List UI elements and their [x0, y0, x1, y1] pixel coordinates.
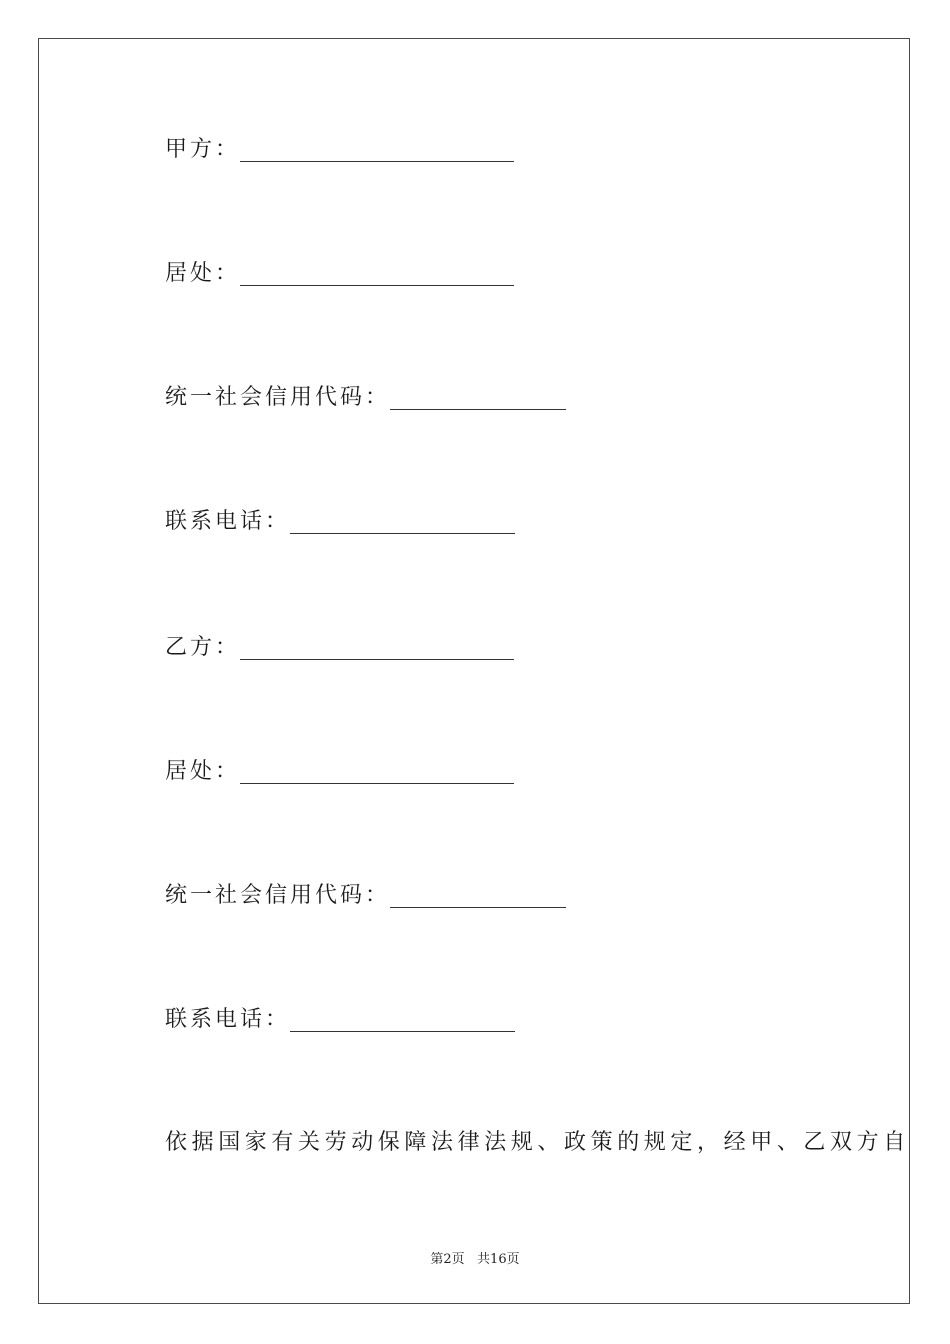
party-a-address-row	[165, 258, 514, 288]
party-b-name-label: 乙方：	[165, 635, 241, 660]
party-a-address-input[interactable]	[240, 265, 514, 286]
party-a-phone-row	[165, 506, 515, 536]
party-a-name-row	[165, 134, 514, 164]
party-b-address-label: 居处：	[165, 759, 241, 784]
party-a-name-label: 甲方：	[165, 137, 241, 162]
party-b-credit-code-label: 统一社会信用代码：	[165, 883, 391, 908]
party-a-phone-label: 联系电话：	[165, 509, 291, 534]
party-b-address-row	[165, 756, 514, 786]
party-b-phone-label: 联系电话：	[165, 1007, 291, 1032]
page-border	[38, 38, 910, 1304]
party-b-credit-code-row	[165, 880, 566, 910]
party-b-address-input[interactable]	[240, 763, 514, 784]
body-paragraph: 依据国家有关劳动保障法律法规、政策的规定，经甲、乙双方自	[165, 1130, 910, 1155]
party-a-credit-code-input[interactable]	[390, 389, 566, 410]
party-b-phone-input[interactable]	[290, 1011, 515, 1032]
page-number-footer: 第2页 共16页	[430, 1252, 520, 1267]
party-b-credit-code-input[interactable]	[390, 887, 566, 908]
party-b-phone-row	[165, 1004, 515, 1034]
party-b-name-row	[165, 632, 514, 662]
party-a-credit-code-label: 统一社会信用代码：	[165, 385, 391, 410]
party-a-phone-input[interactable]	[290, 513, 515, 534]
party-a-name-input[interactable]	[240, 141, 514, 162]
party-a-credit-code-row	[165, 382, 566, 412]
party-a-address-label: 居处：	[165, 261, 241, 286]
party-b-name-input[interactable]	[240, 639, 514, 660]
